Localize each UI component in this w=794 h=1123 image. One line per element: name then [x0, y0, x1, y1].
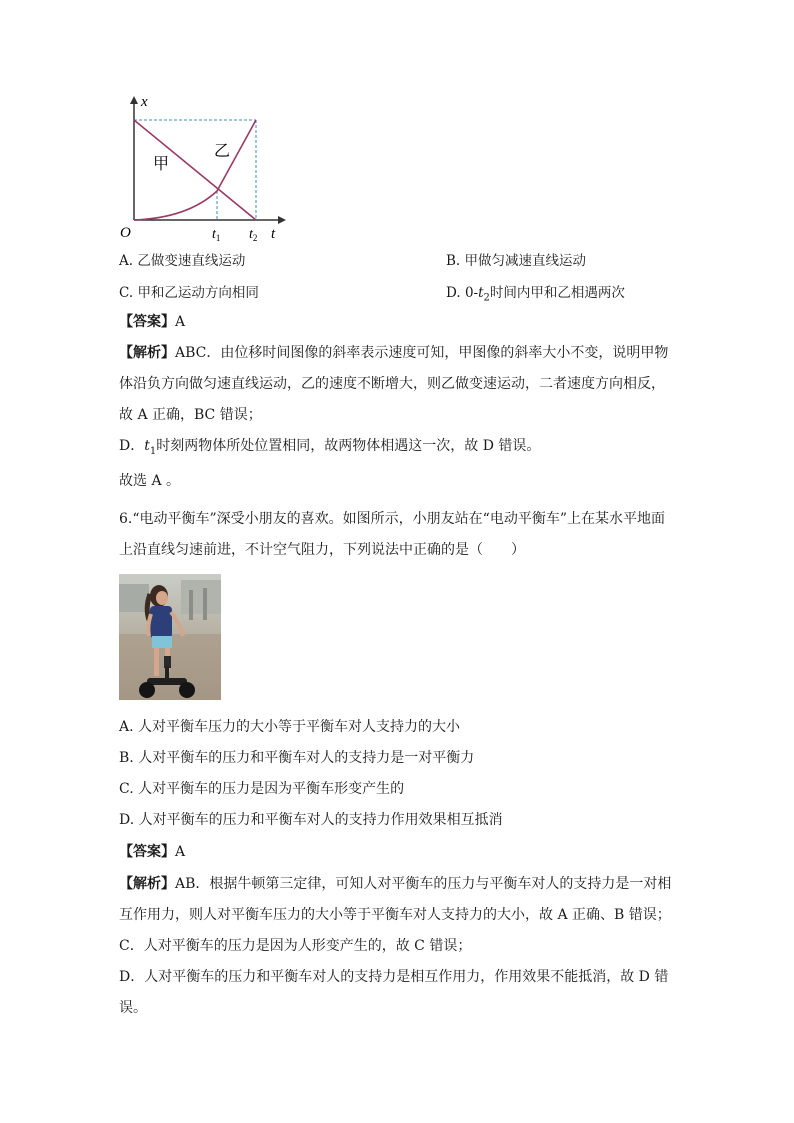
balance-scooter-photo [119, 574, 221, 700]
x-axis-arrow [130, 96, 138, 104]
q6-option-c[interactable]: C. 人对平衡车的压力是因为平衡车形变产生的 [119, 781, 405, 797]
q6-analysis-line-4: D．人对平衡车的压力和平衡车对人的支持力是相互作用力，作用效果不能抵消，故 D 错 [119, 969, 669, 985]
graph-t-label: t [271, 226, 276, 242]
t-axis-arrow [278, 216, 286, 224]
q5-conclusion: 故选 A 。 [119, 473, 181, 489]
q5-analysis-line-4: D．$t_1$时刻两物体所处位置相同，故两物体相遇这一次，故 D 错误。 [119, 438, 541, 457]
q6-stem-line-1: 6.“电动平衡车”深受小朋友的喜欢。如图所示，小朋友站在“电动平衡车”上在某水平地面 [119, 511, 665, 527]
q5-option-d[interactable]: D. $0-t_2$时间内甲和乙相遇两次 [446, 285, 625, 304]
q6-analysis-line-5: 误。 [119, 1000, 147, 1016]
q6-option-d[interactable]: D. 人对平衡车的压力和平衡车对人的支持力作用效果相互抵消 [119, 812, 503, 828]
q5-option-c[interactable]: C. 甲和乙运动方向相同 [119, 285, 259, 301]
graph-yi-label: 乙 [214, 141, 231, 160]
q6-answer: 【答案】A [119, 844, 186, 860]
q6-option-b[interactable]: B. 人对平衡车的压力和平衡车对人的支持力是一对平衡力 [119, 750, 475, 766]
q6-analysis-line-3: C．人对平衡车的压力是因为人形变产生的，故 C 错误； [119, 938, 472, 954]
graph-t1-label: $t_1$ [212, 227, 221, 242]
q5-option-a[interactable]: A. 乙做变速直线运动 [119, 253, 246, 269]
q6-option-a[interactable]: A. 人对平衡车压力的大小等于平衡车对人支持力的大小 [119, 719, 461, 735]
q6-analysis-line-2: 互作用力，则人对平衡车压力的大小等于平衡车对人支持力的大小，故 A 正确、B 错误； [119, 907, 671, 923]
graph-jia-label: 甲 [153, 154, 170, 173]
q6-analysis-line-1: 【解析】AB．根据牛顿第三定律，可知人对平衡车的压力与平衡车对人的支持力是一对相 [119, 876, 672, 892]
q5-analysis-line-1: 【解析】ABC．由位移时间图像的斜率表示速度可知，甲图像的斜率大小不变，说明甲物 [119, 345, 669, 361]
graph-t2-label: $t_2$ [249, 227, 258, 242]
graph-origin-label: O [120, 225, 131, 241]
q6-stem-line-2: 上沿直线匀速前进，不计空气阻力，下列说法中正确的是（ ） [119, 542, 525, 558]
position-time-graph [118, 92, 288, 242]
q5-analysis-line-2: 体沿负方向做匀速直线运动，乙的速度不断增大，则乙做变速运动，二者速度方向相反， [119, 376, 665, 392]
q5-analysis-line-3: 故 A 正确，BC 错误； [119, 407, 262, 423]
q5-answer: 【答案】A [119, 314, 186, 330]
graph-x-label: x [141, 94, 148, 110]
q5-option-b[interactable]: B. 甲做匀减速直线运动 [446, 253, 587, 269]
